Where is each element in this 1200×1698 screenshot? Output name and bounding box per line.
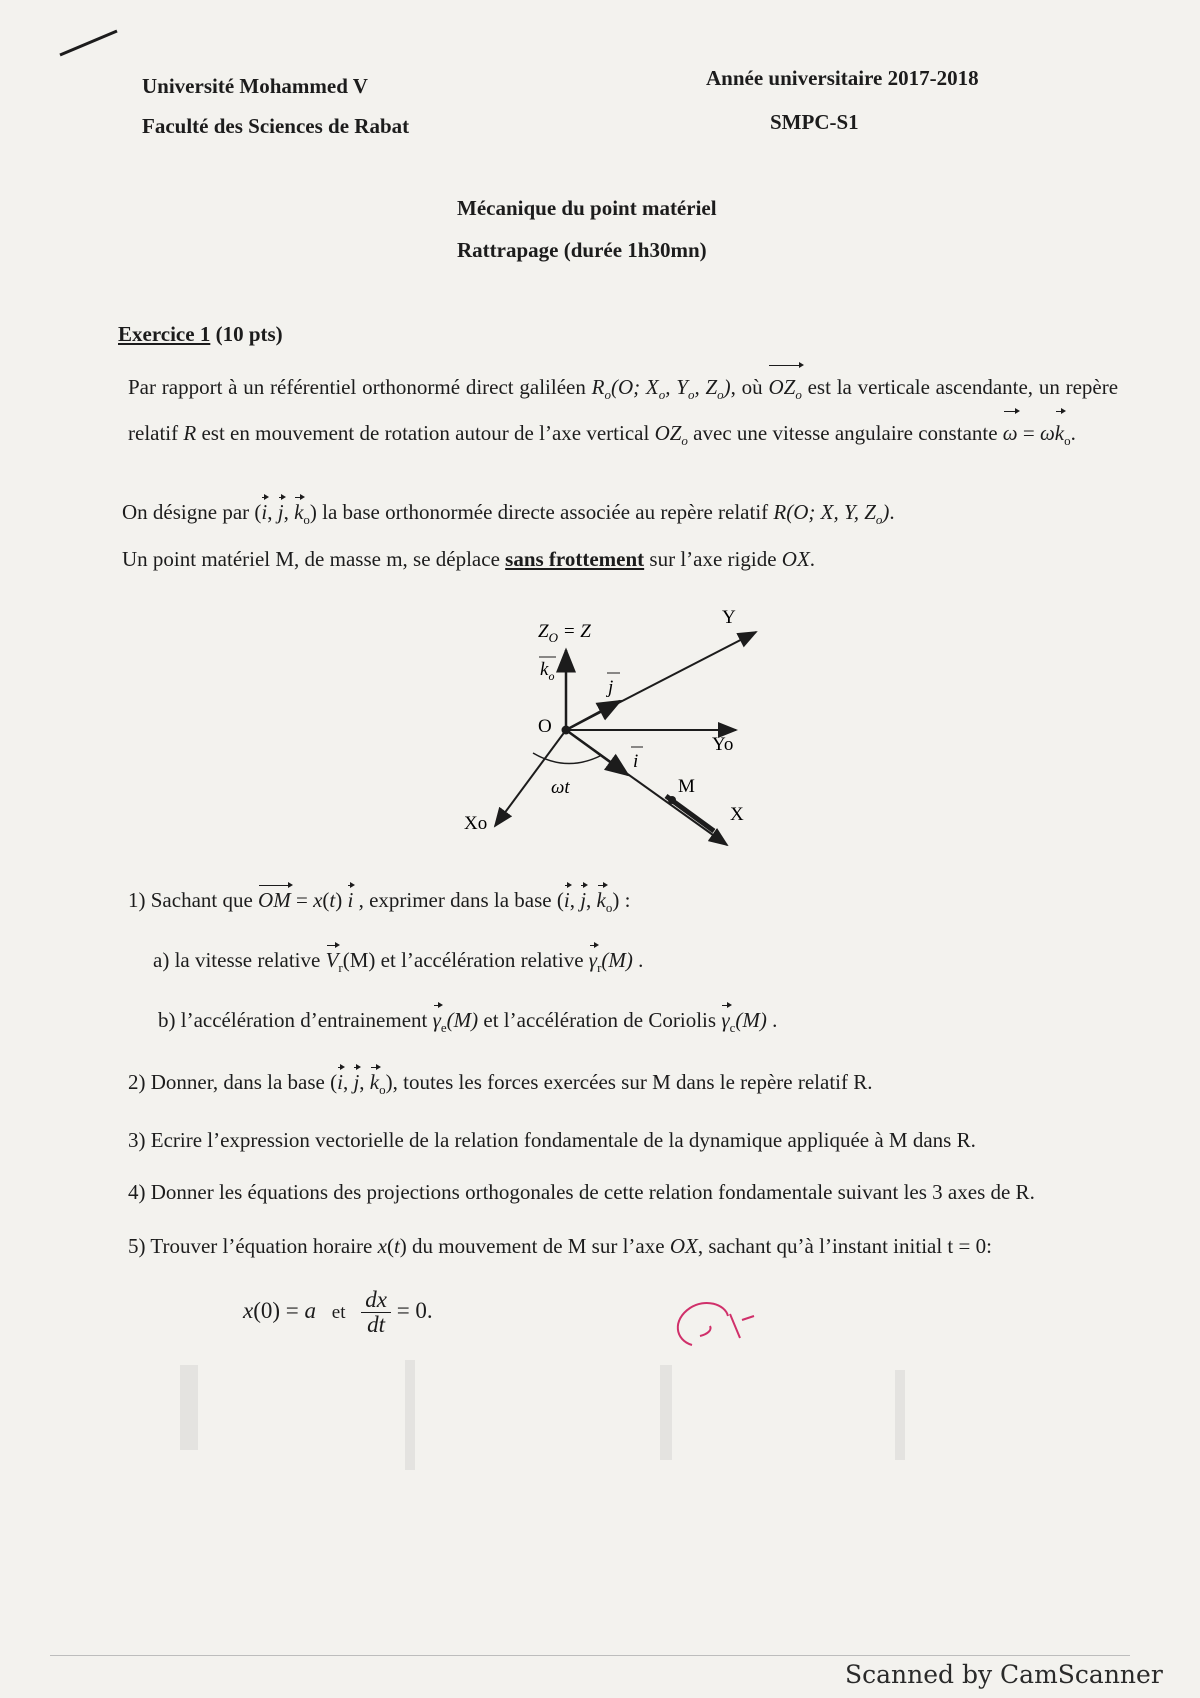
question-4: 4) Donner les équations des projections orthogonales de cette relation fondamentale suivant les 3 axes de R. xyxy=(128,1180,1035,1204)
y-axis-label: Y xyxy=(722,607,736,628)
exercise-label: Exercice 1 xyxy=(118,322,211,346)
exercise-heading xyxy=(118,322,283,347)
question-3: 3) Ecrire l’expression vectorielle de la relation fondamentale de la dynamique appliquée à M dans R. xyxy=(128,1128,976,1152)
k-vector-label: $k_o$ xyxy=(540,659,555,683)
origin-point xyxy=(562,726,571,735)
x-axis-label: X xyxy=(730,804,744,825)
point-m xyxy=(668,796,676,804)
faculty-name: Faculté des Sciences de Rabat xyxy=(142,114,410,138)
scan-artifact xyxy=(895,1370,905,1460)
no-friction-emphasis: sans frottement xyxy=(505,547,645,571)
question-5: 5) Trouver l’équation horaire x(t) du mouvement de M sur l’axe OX, sachant qu’à l’instant initial t = 0: xyxy=(128,1234,992,1258)
z-axis-label: $Z_O = Z$ xyxy=(538,621,591,645)
question-2: 2) Donner, dans la base (i, j, $k_o$), toutes les forces exercées sur M dans le repère relatif R. xyxy=(128,1070,873,1098)
initial-conditions: x(0) = a et $\frac{dx}{dt}$ = 0. xyxy=(243,1287,433,1337)
xo-axis-label: Xo xyxy=(464,813,488,834)
origin-label: O xyxy=(538,716,552,737)
m-point-label: M xyxy=(678,776,695,797)
i-vector-label: i xyxy=(633,751,639,772)
course-title: Mécanique du point matériel xyxy=(457,196,717,220)
vector-j xyxy=(566,701,620,730)
pen-annotation-mark xyxy=(660,1290,770,1360)
program-code: SMPC-S1 xyxy=(770,110,859,134)
pen-stroke-mark xyxy=(55,25,125,65)
university-name: Université Mohammed V xyxy=(142,74,368,98)
scan-artifact xyxy=(660,1365,672,1460)
j-vector-label: j xyxy=(608,677,614,698)
question-1b: b) l’accélération d’entrainement $\gamma_e(M)$ et l’accélération de Coriolis $\gamma_c(M)$ . xyxy=(158,1008,778,1036)
scanner-watermark: Scanned by CamScanner xyxy=(845,1660,1163,1689)
scan-artifact xyxy=(405,1360,415,1470)
scan-artifact xyxy=(180,1365,198,1450)
academic-year: Année universitaire 2017-2018 xyxy=(706,66,979,90)
point-paragraph: Un point matériel M, de masse m, se déplace sans frottement sur l’axe rigide OX. xyxy=(122,547,816,571)
footer-rule xyxy=(50,1655,1130,1656)
omega-t-label: ωt xyxy=(551,777,570,798)
rotating-frame-diagram xyxy=(450,595,790,870)
vector-i xyxy=(566,730,628,775)
exercise-points: (10 pts) xyxy=(215,322,283,346)
question-1a: a) la vitesse relative $V_r(M)$ et l’accélération relative $\gamma_r(M)$ . xyxy=(153,948,644,976)
question-1: 1) Sachant que OM = x(t) i , exprimer dans la base (i, j, $k_o$) : xyxy=(128,888,631,916)
yo-axis-label: Yo xyxy=(712,734,734,755)
session-title: Rattrapage (durée 1h30mn) xyxy=(457,238,707,262)
exercise-intro-paragraph: Par rapport à un référentiel orthonormé direct galiléen $R_o(O$; $X_o$, $Y_o$, $Z_o$), où $OZ_o$ est la verticale ascendante, un repère relatif R est en mouvement de rotation autour de l’axe vertical $OZ_o$ avec une vitesse angulaire constante $\omega = \omega k_o$. xyxy=(128,368,1118,460)
basis-paragraph: On désigne par (i, j, $k_o$) la base orthonormée directe associée au repère relatif R(O; X, Y, $Z_o$). xyxy=(122,500,895,528)
